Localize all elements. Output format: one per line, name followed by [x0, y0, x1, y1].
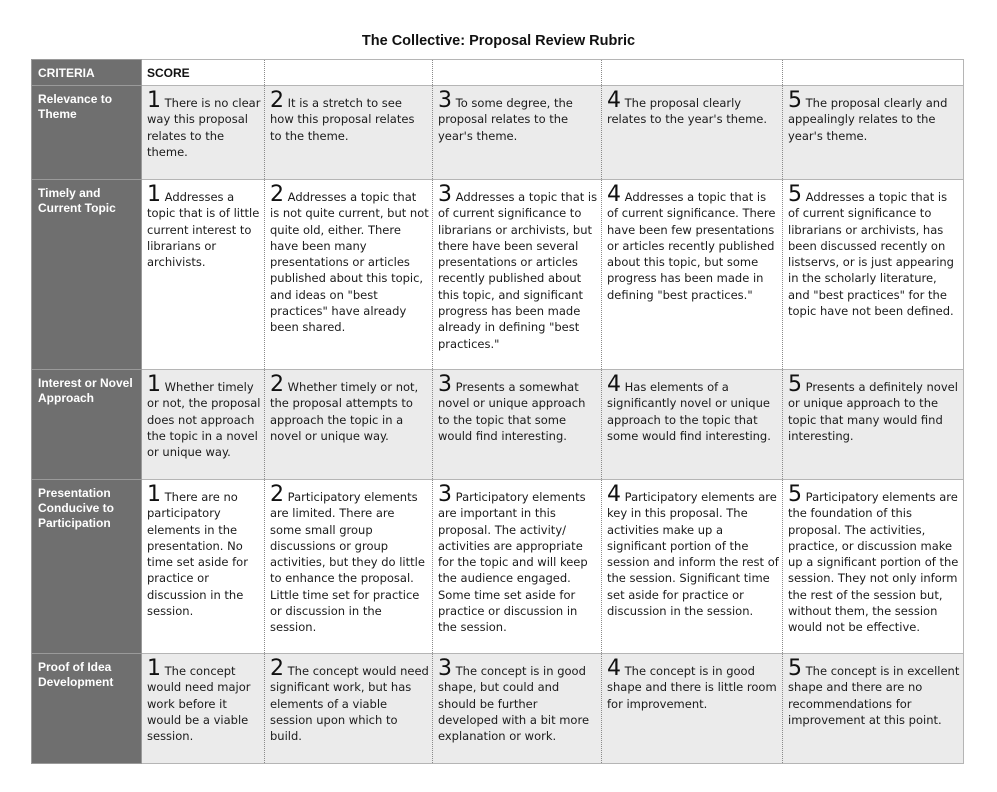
score-cell: [433, 654, 602, 764]
score-description: To some degree, the proposal relates to the year's theme.: [438, 96, 573, 143]
score-number: 2: [270, 482, 284, 507]
score-description: Addresses a topic that is of current significance to librarians or archivists, but there have been several presentations or articles recently published about this topic, and significant progress has been made already in defining "best practices.": [438, 190, 598, 351]
score-description: Presents a definitely novel or unique approach to the topic that many would find interesting.: [788, 380, 958, 443]
score-description: Addresses a topic that is of current significance. There have been few presentations or articles recently published about this topic, but some progress has been made in defining "best practices.": [607, 190, 776, 302]
score-description: Addresses a topic that is of little current interest to librarians or archivists.: [147, 190, 260, 270]
score-description: Participatory elements are limited. There are some small group discussions or group activities, but they do little to enhance the proposal. Little time set for practice or discussion in the session.: [270, 490, 425, 635]
score-description: The concept is in good shape, but could and should be further developed with a bit more explanation or work.: [438, 664, 590, 744]
score-cell: [142, 370, 265, 480]
score-description: Participatory elements are the foundation of this proposal. The activities, practice, or discussion make up a significant portion of the session. They not only inform the rest of the session but, without them, the session would not be effective.: [788, 490, 959, 635]
score-number: 5: [788, 482, 802, 507]
score-cell: [783, 86, 964, 180]
score-number: 2: [270, 372, 284, 397]
score-number: 2: [270, 88, 284, 113]
score-number: 4: [607, 372, 621, 397]
score-description: Participatory elements are important in this proposal. The activity/ activities are appropriate for the topic and will keep the audience engaged. Some time set aside for practice or discussion in the session.: [438, 490, 588, 635]
score-cell: [265, 370, 433, 480]
score-number: 3: [438, 88, 452, 113]
score-number: 2: [270, 182, 284, 207]
score-cell: [783, 370, 964, 480]
header-blank-cell: [433, 60, 602, 86]
score-number: 5: [788, 372, 802, 397]
score-description: Addresses a topic that is of current significance to librarians or archivists, has been discussed recently on listservs, or is just appearing in the scholarly literature, and "best practices" for the topic have not been defined.: [788, 190, 954, 319]
score-number: 3: [438, 482, 452, 507]
header-row: [32, 60, 964, 86]
rubric-table: [31, 59, 964, 764]
score-description: The concept is in good shape and there is little room for improvement.: [607, 664, 777, 711]
score-cell: [433, 370, 602, 480]
score-number: 5: [788, 182, 802, 207]
criterion-label: Relevance to Theme: [32, 86, 142, 180]
header-blank-cell: [783, 60, 964, 86]
score-description: It is a stretch to see how this proposal relates to the theme.: [270, 96, 415, 143]
score-description: Participatory elements are key in this proposal. The activities make up a significant portion of the session and inform the rest of the session. Significant time set aside for practice or discussion in the session.: [607, 490, 779, 619]
score-cell: [433, 480, 602, 654]
score-description: There are no participatory elements in the presentation. No time set aside for practice or discussion in the session.: [147, 490, 248, 619]
score-number: 1: [147, 182, 161, 207]
table-row: [32, 654, 964, 764]
score-cell: [142, 180, 265, 370]
score-number: 3: [438, 182, 452, 207]
score-number: 1: [147, 656, 161, 681]
table-row: [32, 180, 964, 370]
score-description: The proposal clearly relates to the year's theme.: [607, 96, 768, 127]
criterion-label: Proof of Idea Development: [32, 654, 142, 764]
score-number: 2: [270, 656, 284, 681]
score-cell: [433, 180, 602, 370]
score-description: There is no clear way this proposal relates to the theme.: [147, 96, 261, 159]
table-row: [32, 480, 964, 654]
score-cell: [602, 654, 783, 764]
page-title: The Collective: Proposal Review Rubric: [361, 33, 636, 49]
score-number: 3: [438, 656, 452, 681]
score-description: Whether timely or not, the proposal attempts to approach the topic in a novel or unique way.: [270, 380, 419, 443]
score-number: 4: [607, 656, 621, 681]
score-cell: [142, 654, 265, 764]
score-number: 3: [438, 372, 452, 397]
score-number: 4: [607, 482, 621, 507]
criterion-label: Interest or Novel Approach: [32, 370, 142, 480]
score-cell: [602, 370, 783, 480]
table-row: [32, 86, 964, 180]
score-number: 1: [147, 482, 161, 507]
score-number: 1: [147, 372, 161, 397]
score-description: The proposal clearly and appealingly relates to the year's theme.: [788, 96, 948, 143]
score-description: The concept is in excellent shape and there are no recommendations for improvement at this point.: [788, 664, 960, 727]
score-cell: [265, 654, 433, 764]
score-description: The concept would need significant work, but has elements of a viable session upon which to build.: [270, 664, 429, 744]
score-cell: [265, 86, 433, 180]
score-cell: [433, 86, 602, 180]
criteria-header: CRITERIA: [32, 60, 142, 86]
score-cell: [602, 180, 783, 370]
header-blank-cell: [602, 60, 783, 86]
score-cell: [142, 480, 265, 654]
score-cell: [783, 654, 964, 764]
score-number: 5: [788, 88, 802, 113]
score-cell: [602, 480, 783, 654]
score-cell: [602, 86, 783, 180]
score-description: Presents a somewhat novel or unique approach to the topic that some would find interesting.: [438, 380, 586, 443]
score-description: Addresses a topic that is not quite current, but not quite old, either. There have been many presentations or articles published about this topic, and ideas on "best practices" have already been shared.: [270, 190, 429, 335]
score-cell: [783, 180, 964, 370]
criterion-label: Presentation Conducive to Participation: [32, 480, 142, 654]
score-header: SCORE: [142, 60, 265, 86]
score-number: 4: [607, 182, 621, 207]
score-number: 1: [147, 88, 161, 113]
score-number: 5: [788, 656, 802, 681]
score-description: The concept would need major work before it would be a viable session.: [147, 664, 251, 744]
score-cell: [142, 86, 265, 180]
score-number: 4: [607, 88, 621, 113]
table-row: [32, 370, 964, 480]
header-blank-cell: [265, 60, 433, 86]
score-cell: [783, 480, 964, 654]
score-cell: [265, 480, 433, 654]
criterion-label: Timely and Current Topic: [32, 180, 142, 370]
score-description: Whether timely or not, the proposal does not approach the topic in a novel or unique way.: [147, 380, 261, 460]
score-description: Has elements of a significantly novel or unique approach to the topic that some would find interesting.: [607, 380, 771, 443]
score-cell: [265, 180, 433, 370]
